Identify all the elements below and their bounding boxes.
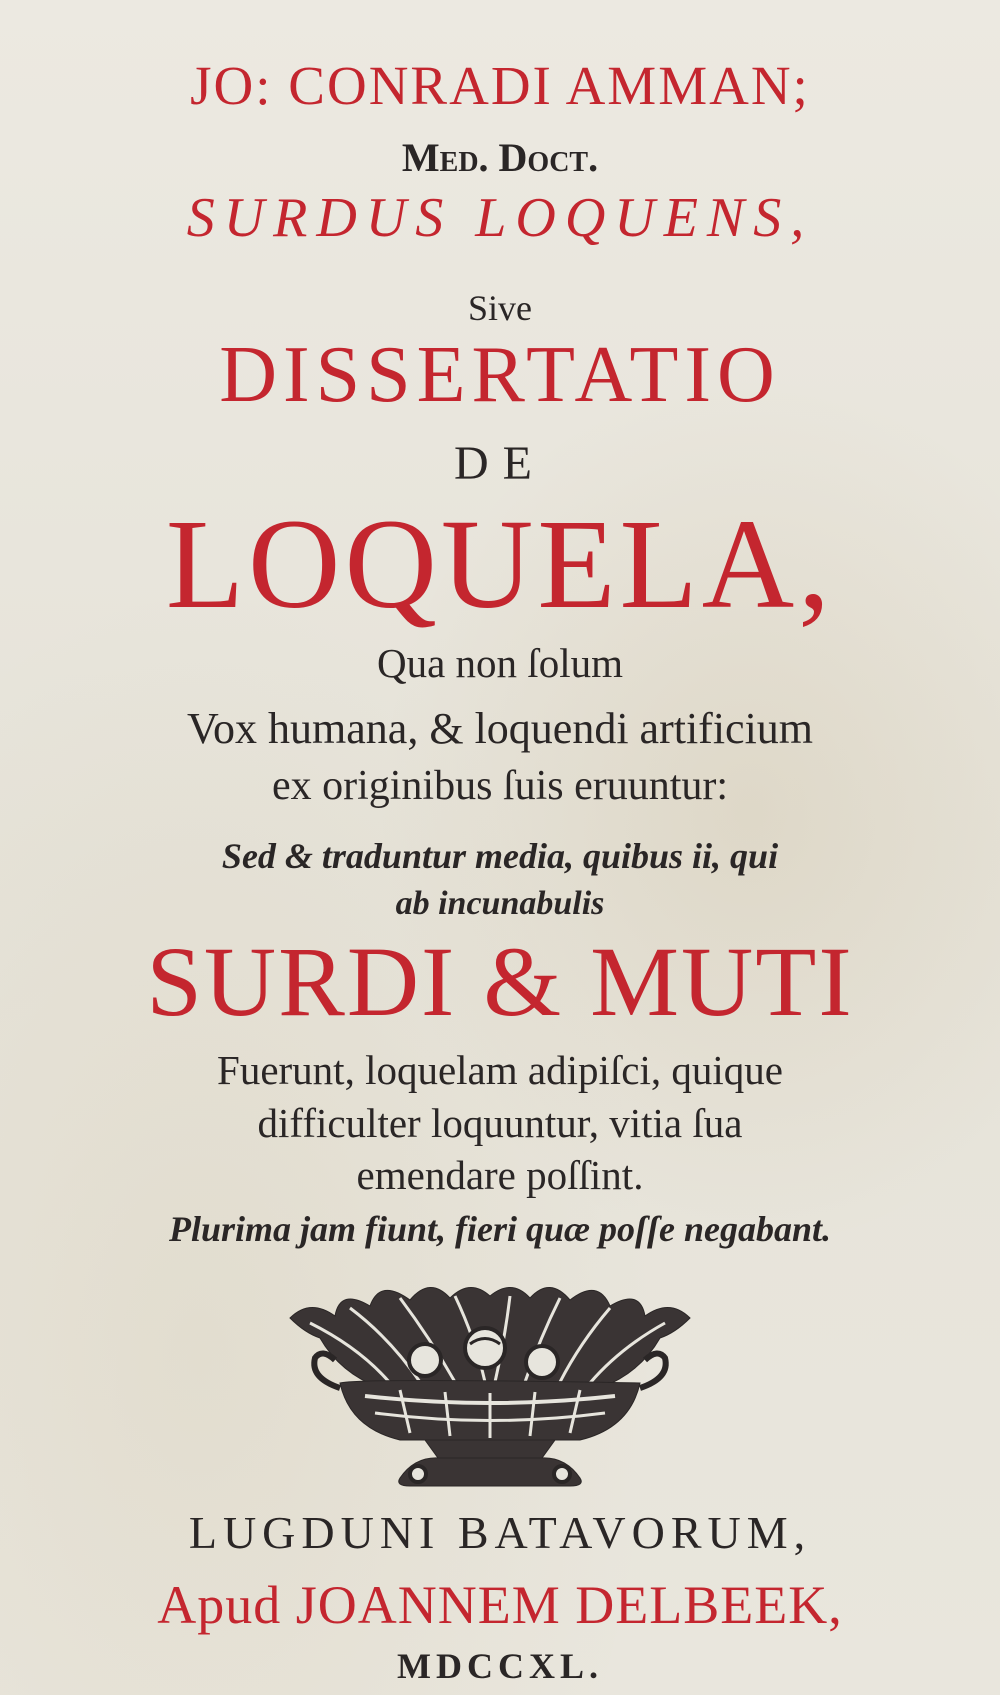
imprint-year: MDCCXL.	[397, 1646, 603, 1686]
title-line-dissertatio: DISSERTATIO	[219, 331, 781, 419]
body-line: Fuerunt, loquelam adipiſci, quique	[217, 1047, 783, 1093]
motto-line: Plurima jam fiunt, fieri quæ poſſe negabant.	[168, 1209, 832, 1249]
basket-of-fruit-woodcut-icon	[280, 1278, 700, 1488]
title-line-surdus-loquens: SURDUS LOQUENS,	[186, 187, 814, 249]
degree-line: Med. Doct.	[401, 135, 599, 180]
italic-line: ab incunabulis	[395, 885, 605, 922]
body-line: Vox humana, & loquendi artificium	[186, 704, 814, 753]
italic-line: Sed & traduntur media, quibus ii, qui	[221, 836, 779, 876]
title-line-de: DE	[454, 437, 546, 490]
body-line: ex originibus ſuis eruuntur:	[271, 763, 729, 809]
body-line: difficulter loquuntur, vitia ſua	[257, 1100, 743, 1146]
title-line-surdi-muti: SURDI & MUTI	[146, 926, 854, 1037]
imprint-printer: Apud JOANNEM DELBEEK,	[157, 1575, 843, 1635]
connector-sive: Sive	[467, 288, 532, 328]
author-line: JO: CONRADI AMMAN;	[190, 55, 810, 116]
title-line-loquela: LOQUELA,	[165, 493, 835, 635]
body-line: Qua non ſolum	[377, 640, 623, 686]
imprint-place: LUGDUNI BATAVORUM,	[188, 1507, 812, 1558]
body-line: emendare poſſint.	[356, 1152, 644, 1198]
